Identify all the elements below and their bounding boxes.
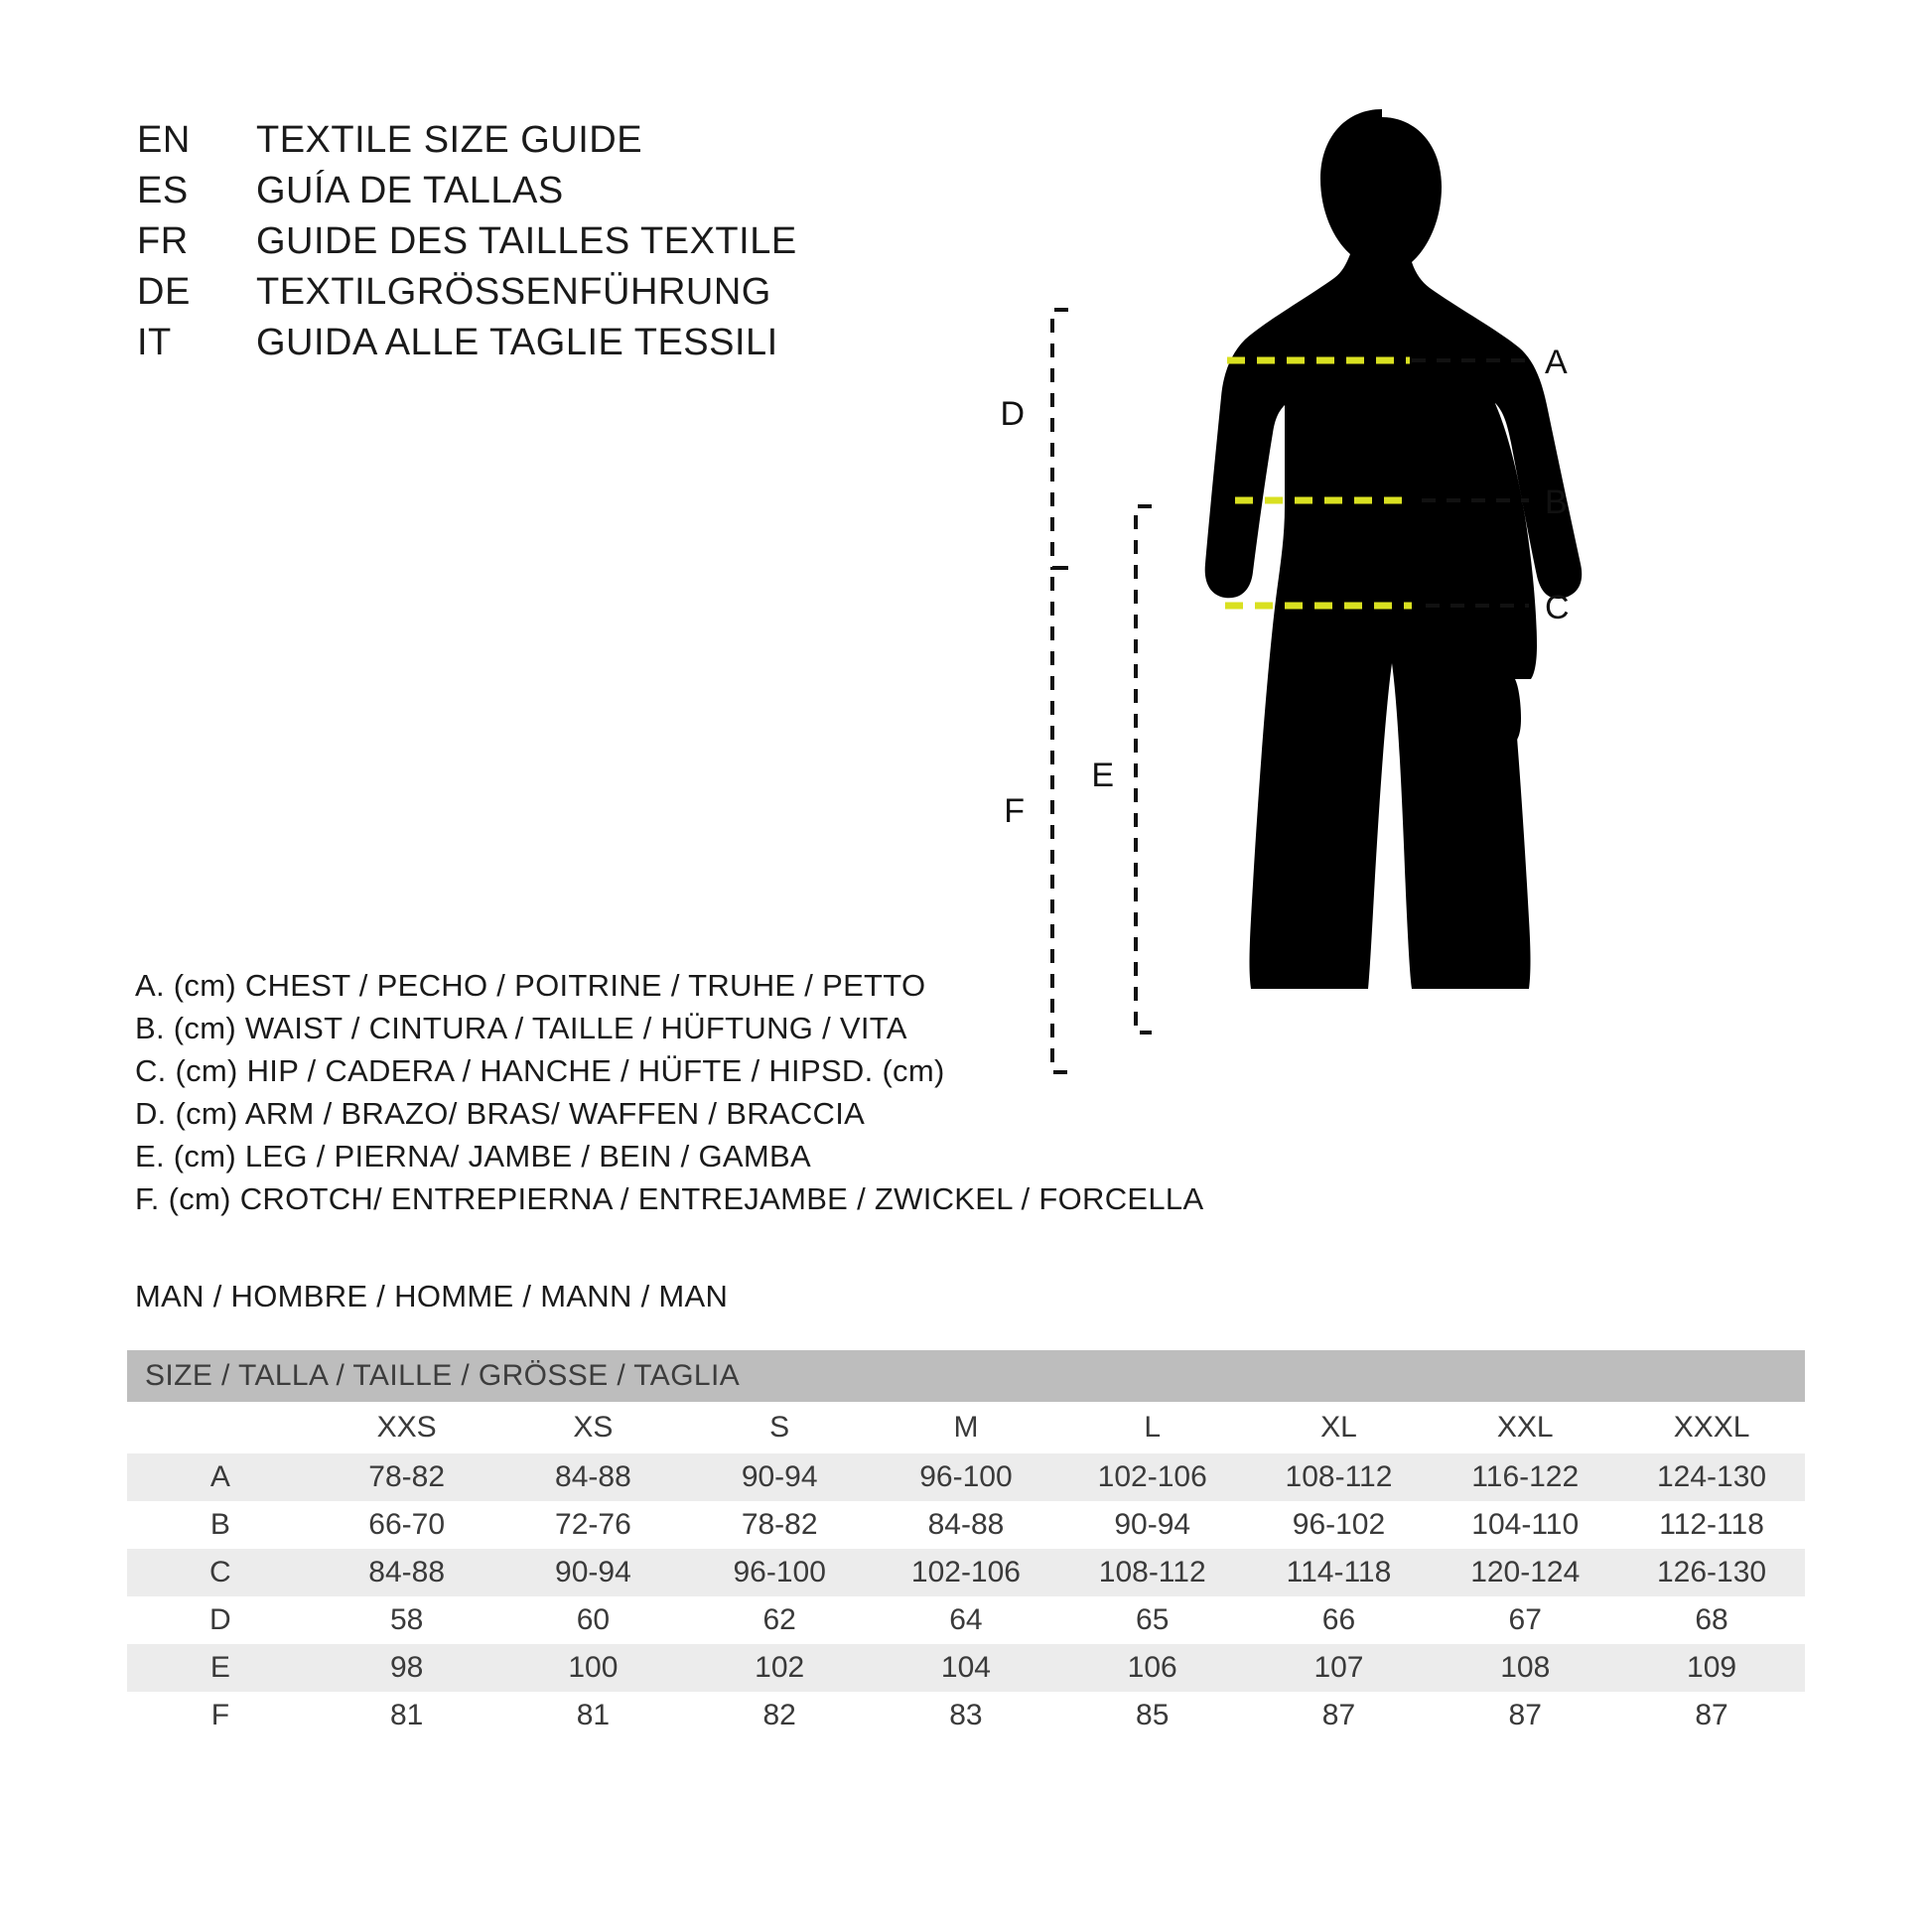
table-cell: 96-102 xyxy=(1246,1501,1433,1549)
bracket-label-d: D xyxy=(1000,395,1025,433)
table-cell: 83 xyxy=(873,1692,1059,1739)
language-title: GUÍA DE TALLAS xyxy=(256,170,564,211)
language-title-block xyxy=(137,119,797,372)
table-cell: 106 xyxy=(1059,1644,1246,1692)
table-header-label: SIZE / TALLA / TAILLE / GRÖSSE / TAGLIA xyxy=(127,1350,1805,1402)
row-label: D xyxy=(127,1596,314,1644)
table-cell: 84-88 xyxy=(873,1501,1059,1549)
table-cell: 66-70 xyxy=(314,1501,500,1549)
language-row xyxy=(137,220,797,271)
table-cell: 81 xyxy=(314,1692,500,1739)
row-label: A xyxy=(127,1453,314,1501)
table-cell: 66 xyxy=(1246,1596,1433,1644)
male-silhouette-icon xyxy=(1205,109,1583,989)
size-table xyxy=(127,1350,1805,1739)
table-cell: 82 xyxy=(686,1692,873,1739)
table-cell: 108 xyxy=(1432,1644,1618,1692)
column-header: XXXL xyxy=(1618,1402,1805,1453)
language-code: FR xyxy=(137,220,189,262)
table-cell: 81 xyxy=(500,1692,687,1739)
table-cell: 58 xyxy=(314,1596,500,1644)
language-code: IT xyxy=(137,322,172,363)
table-cell: 78-82 xyxy=(686,1501,873,1549)
language-row xyxy=(137,119,797,170)
body-measurement-figure xyxy=(1000,79,1886,1231)
table-cell: 126-130 xyxy=(1618,1549,1805,1596)
row-label: E xyxy=(127,1644,314,1692)
size-table-wrapper xyxy=(127,1350,1805,1739)
table-cell: 102 xyxy=(686,1644,873,1692)
table-cell: 114-118 xyxy=(1246,1549,1433,1596)
column-header: L xyxy=(1059,1402,1246,1453)
column-header: XXL xyxy=(1432,1402,1618,1453)
row-label: F xyxy=(127,1692,314,1739)
table-cell: 109 xyxy=(1618,1644,1805,1692)
table-cell: 72-76 xyxy=(500,1501,687,1549)
table-cell: 87 xyxy=(1246,1692,1433,1739)
table-cell: 78-82 xyxy=(314,1453,500,1501)
table-row xyxy=(127,1692,1805,1739)
language-title: GUIDA ALLE TAGLIE TESSILI xyxy=(256,322,778,363)
table-cell: 65 xyxy=(1059,1596,1246,1644)
table-row xyxy=(127,1453,1805,1501)
table-row xyxy=(127,1644,1805,1692)
row-label: B xyxy=(127,1501,314,1549)
table-cell: 104-110 xyxy=(1432,1501,1618,1549)
table-row xyxy=(127,1596,1805,1644)
table-cell: 87 xyxy=(1618,1692,1805,1739)
legend-item-d: D. (cm) ARM / BRAZO/ BRAS/ WAFFEN / BRACCIA xyxy=(135,1096,866,1131)
language-title: GUIDE DES TAILLES TEXTILE xyxy=(256,220,797,262)
legend-item-a: A. (cm) CHEST / PECHO / POITRINE / TRUHE / PETTO xyxy=(135,968,926,1003)
table-cell: 62 xyxy=(686,1596,873,1644)
table-cell: 102-106 xyxy=(873,1549,1059,1596)
table-cell: 107 xyxy=(1246,1644,1433,1692)
language-row xyxy=(137,170,797,220)
table-cell: 100 xyxy=(500,1644,687,1692)
legend-item-b: B. (cm) WAIST / CINTURA / TAILLE / HÜFTUNG / VITA xyxy=(135,1011,907,1045)
bracket-label-f: F xyxy=(1004,792,1025,830)
column-header: XXS xyxy=(314,1402,500,1453)
table-header-row xyxy=(127,1350,1805,1402)
table-cell: 90-94 xyxy=(500,1549,687,1596)
table-cell: 85 xyxy=(1059,1692,1246,1739)
gender-note: MAN / HOMBRE / HOMME / MANN / MAN xyxy=(135,1279,729,1313)
table-column-row xyxy=(127,1402,1805,1453)
table-cell: 116-122 xyxy=(1432,1453,1618,1501)
table-cell: 108-112 xyxy=(1246,1453,1433,1501)
language-code: DE xyxy=(137,271,191,313)
table-cell: 68 xyxy=(1618,1596,1805,1644)
table-cell: 98 xyxy=(314,1644,500,1692)
table-cell: 112-118 xyxy=(1618,1501,1805,1549)
table-cell: 60 xyxy=(500,1596,687,1644)
table-cell: 102-106 xyxy=(1059,1453,1246,1501)
legend-item-f: F. (cm) CROTCH/ ENTREPIERNA / ENTREJAMBE / ZWICKEL / FORCELLA xyxy=(135,1181,1204,1216)
legend-item-e: E. (cm) LEG / PIERNA/ JAMBE / BEIN / GAMBA xyxy=(135,1139,811,1173)
language-row xyxy=(137,322,797,372)
language-code: ES xyxy=(137,170,189,211)
table-cell: 90-94 xyxy=(1059,1501,1246,1549)
table-cell: 64 xyxy=(873,1596,1059,1644)
table-cell: 96-100 xyxy=(873,1453,1059,1501)
bracket-label-e: E xyxy=(1091,757,1114,794)
table-cell: 84-88 xyxy=(500,1453,687,1501)
language-title: TEXTILE SIZE GUIDE xyxy=(256,119,643,161)
row-label: C xyxy=(127,1549,314,1596)
table-cell: 96-100 xyxy=(686,1549,873,1596)
table-cell: 120-124 xyxy=(1432,1549,1618,1596)
table-row xyxy=(127,1501,1805,1549)
column-header: M xyxy=(873,1402,1059,1453)
column-header: XL xyxy=(1246,1402,1433,1453)
table-cell: 87 xyxy=(1432,1692,1618,1739)
column-header: S xyxy=(686,1402,873,1453)
callout-label-a: A xyxy=(1545,344,1568,381)
table-cell: 84-88 xyxy=(314,1549,500,1596)
table-cell: 124-130 xyxy=(1618,1453,1805,1501)
column-corner-cell xyxy=(127,1402,314,1453)
table-cell: 67 xyxy=(1432,1596,1618,1644)
language-code: EN xyxy=(137,119,191,161)
table-cell: 90-94 xyxy=(686,1453,873,1501)
table-cell: 108-112 xyxy=(1059,1549,1246,1596)
table-cell: 104 xyxy=(873,1644,1059,1692)
language-title: TEXTILGRÖSSENFÜHRUNG xyxy=(256,271,771,313)
table-row xyxy=(127,1549,1805,1596)
column-header: XS xyxy=(500,1402,687,1453)
callout-label-c: C xyxy=(1545,589,1570,626)
language-row xyxy=(137,271,797,322)
legend-item-c: C. (cm) HIP / CADERA / HANCHE / HÜFTE / HIPSD. (cm) xyxy=(135,1053,945,1088)
callout-label-b: B xyxy=(1545,483,1568,521)
